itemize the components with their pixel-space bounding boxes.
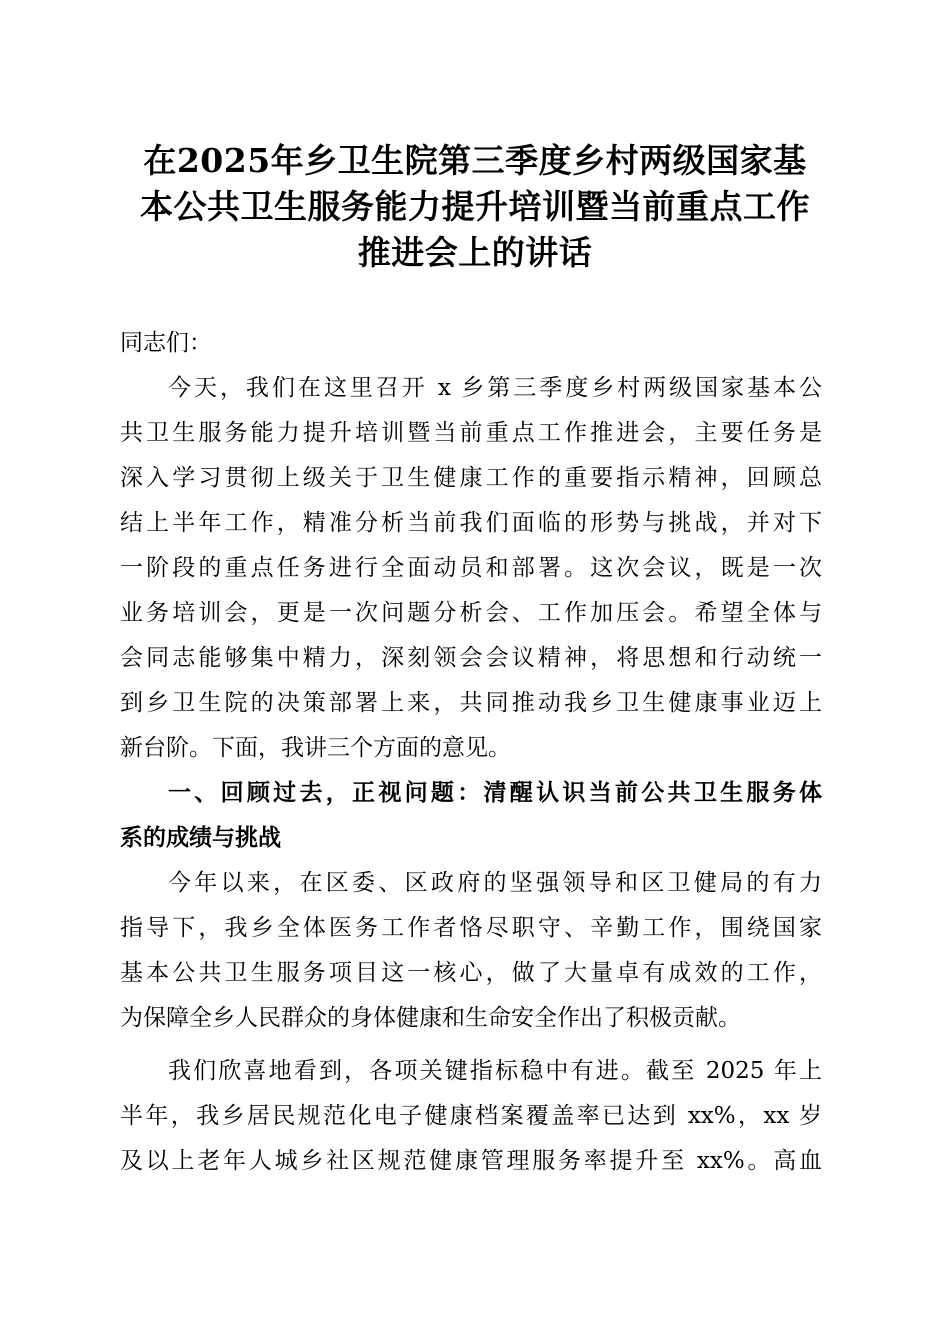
title-line: 推进会上的讲话 — [357, 233, 593, 272]
title-line: 本公共卫生服务能力提升培训暨当前重点工作 — [140, 187, 810, 226]
paragraph-line: 共卫生服务能力提升培训暨当前重点工作推进会，主要任务是 — [120, 420, 822, 446]
paragraph-gap — [120, 1041, 822, 1049]
paragraph-indicators — [120, 1049, 822, 1184]
paragraph-line: 为保障全乡人民群众的身体健康和生命安全作出了积极贡献。 — [120, 1005, 741, 1031]
paragraph-line: 会同志能够集中精力，深刻领会会议精神，将思想和行动统一 — [120, 645, 822, 671]
paragraph-line: 业务培训会，更是一次问题分析会、工作加压会。希望全体与 — [120, 600, 822, 626]
document-title — [110, 138, 840, 276]
paragraph-line: 一阶段的重点任务进行全面动员和部署。这次会议，既是一次 — [120, 555, 822, 581]
heading-line: 一、回顾过去，正视问题：清醒认识当前公共卫生服务体 — [168, 780, 822, 806]
paragraph-line: 今天，我们在这里召开 x 乡第三季度乡村两级国家基本公 — [168, 375, 822, 401]
paragraph-opening — [120, 366, 822, 771]
paragraph-line: 今年以来，在区委、区政府的坚强领导和区卫健局的有力 — [168, 870, 822, 896]
title-line: 在2025年乡卫生院第三季度乡村两级国家基 — [143, 141, 807, 180]
section-heading-1 — [120, 771, 822, 861]
paragraph-line: 基本公共卫生服务项目这一核心，做了大量卓有成效的工作， — [120, 960, 822, 986]
salutation: 同志们： — [120, 330, 212, 356]
heading-line: 系的成绩与挑战 — [120, 825, 281, 851]
paragraph-line: 新台阶。下面，我讲三个方面的意见。 — [120, 735, 511, 761]
paragraph-line: 指导下，我乡全体医务工作者恪尽职守、辛勤工作，围绕国家 — [120, 915, 822, 941]
paragraph-line: 到乡卫生院的决策部署上来，共同推动我乡卫生健康事业迈上 — [120, 690, 822, 716]
paragraph-line: 半年，我乡居民规范化电子健康档案覆盖率已达到 xx%，xx 岁 — [120, 1103, 822, 1129]
paragraph-line: 我们欣喜地看到，各项关键指标稳中有进。截至 2025 年上 — [168, 1058, 822, 1084]
document-body — [120, 321, 822, 1184]
paragraph-achievements — [120, 861, 822, 1041]
paragraph-line: 深入学习贯彻上级关于卫生健康工作的重要指示精神，回顾总 — [120, 465, 822, 491]
paragraph-line: 及以上老年人城乡社区规范健康管理服务率提升至 xx%。高血 — [120, 1148, 822, 1174]
paragraph-line: 结上半年工作，精准分析当前我们面临的形势与挑战，并对下 — [120, 510, 822, 536]
